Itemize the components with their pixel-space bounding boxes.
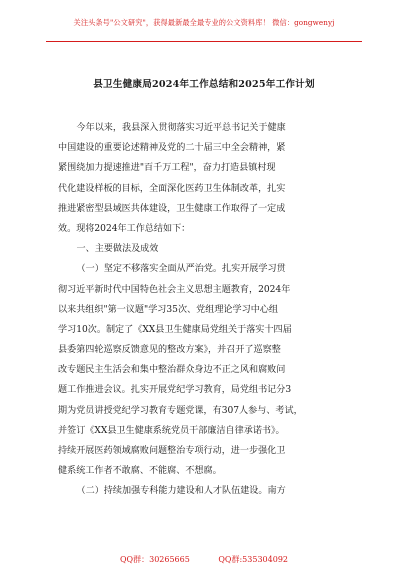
body-text-line: 今年以来，我县深入贯彻落实习近平总书记关于健康	[76, 123, 286, 133]
body-text-line: （二）持续加强专科能力建设和人才队伍建设。南方	[76, 486, 286, 497]
body-text-line: 中国建设的重要论述精神及党的二十届三中全会精神，紧	[58, 143, 286, 154]
body-text-line: 效。现将2024年工作总结如下：	[58, 223, 191, 234]
body-text-line: 以来共组织"第一议题"学习35次、党组理论学习中心组	[58, 304, 278, 315]
body-text-line: 推进紧密型县域医共体建设，卫生健康工作取得了一定成	[58, 203, 286, 214]
body-text-line: 代化建设样板的目标，全面深化医药卫生体制改革，扎实	[58, 183, 286, 194]
body-text-line: （一）坚定不移落实全面从严治党。扎实开展学习贯	[76, 264, 286, 275]
body-text-line: 健系统工作者不敢腐、不能腐、不想腐。	[58, 466, 222, 477]
body-text-line: 县委第四轮巡察反馈意见的整改方案》，并召开了巡察整	[58, 345, 281, 356]
document-title: 县卫生健康局2024年工作总结和2025年工作计划	[93, 79, 315, 90]
body-text-line: 紧围绕加力提速推进"百千万工程"，奋力打造县镇村现	[58, 163, 276, 174]
body-text-line: 题工作推进会议。扎实开展党纪学习教育，局党组书记分3	[58, 385, 292, 396]
body-text-line: 一、主要做法及成效	[76, 244, 159, 255]
body-text-line: 彻习近平新时代中国特色社会主义思想主题教育，2024年	[58, 284, 291, 295]
page-header-promo: 关注头条号"公文研究"，获得最新最全最专业的公文资料库！ 微信：gongwenyj	[73, 18, 335, 27]
body-text-line: 期为党员讲授党纪学习教育专题党课，有307人参与、考试，	[58, 405, 303, 416]
header-divider	[46, 41, 362, 42]
footer-qq-group-1: QQ群：30265665	[119, 555, 190, 564]
footer-qq-group-2: QQ群:535304092	[218, 555, 288, 564]
body-text-line: 改专题民主生活会和集中整治群众身边不正之风和腐败问	[58, 365, 286, 376]
document-body	[58, 118, 350, 502]
body-text-line: 并签订《XX县卫生健康系统党员干部廉洁自律承诺书》。	[58, 425, 285, 436]
body-text-line: 持续开展医药领域腐败问题整治专项行动，进一步强化卫	[58, 446, 286, 456]
body-text-line: 学习10次。制定了《XX县卫生健康局党组关于落实十四届	[58, 324, 292, 335]
page-footer	[0, 554, 408, 565]
